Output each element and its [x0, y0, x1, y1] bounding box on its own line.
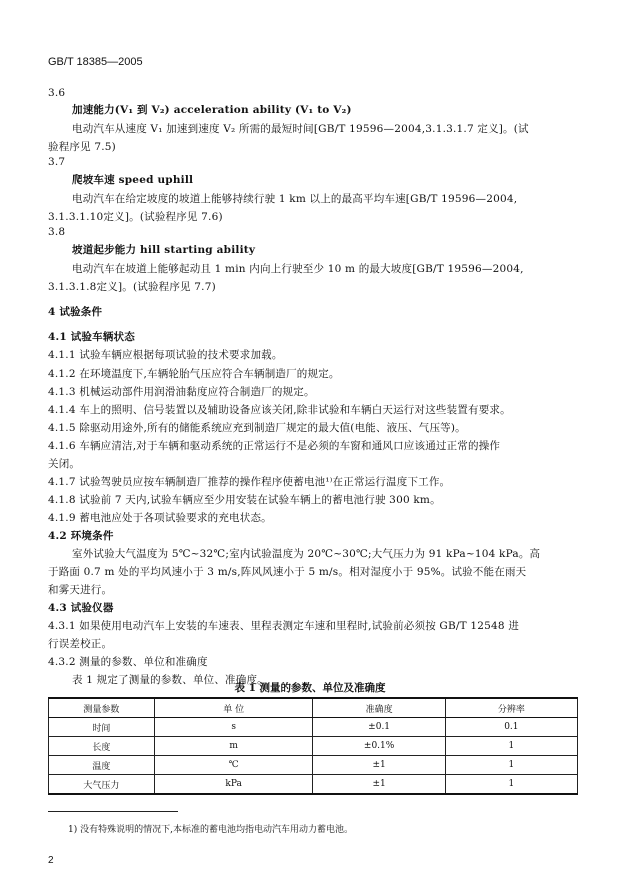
body-text-line: 3.6: [48, 87, 66, 99]
body-text-line: 4.1.6 车辆应清洁,对于车辆和驱动系统的正常运行不是必须的车窗和通风口应该通过正常的操作: [48, 440, 501, 452]
table-header-cell: 单 位: [154, 698, 313, 718]
body-text-line: 电动汽车在给定坡度的坡道上能够持续行驶 1 km 以上的最高平均车速[GB/T 19596—2004,: [72, 193, 518, 205]
body-text-line: 电动汽车在坡道上能够起动且 1 min 内向上行驶至少 10 m 的最大坡度[GB/T 19596—2004,: [72, 263, 524, 275]
table-cell: ±0.1: [313, 718, 445, 737]
body-text-line: 于路面 0.7 m 处的平均风速小于 3 m/s,阵风风速小于 5 m/s。相对湿度小于 95%。试验不能在雨天: [48, 566, 527, 578]
body-text-line: 4.1.4 车上的照明、信号装置以及辅助设备应该关闭,除非试验和车辆白天运行对这些装置有要求。: [48, 404, 511, 416]
table-cell: ℃: [154, 756, 313, 775]
parameter-table: [48, 697, 578, 795]
table-header-cell: 准确度: [313, 698, 445, 718]
table-cell: 1: [445, 756, 577, 775]
table-cell: ±0.1%: [313, 737, 445, 756]
footnote: 1) 没有特殊说明的情况下,本标准的蓄电池均指电动汽车用动力蓄电池。: [68, 825, 353, 835]
body-text-line: 关闭。: [48, 458, 81, 470]
body-text-line: 4.1.7 试验驾驶员应按车辆制造厂推荐的操作程序使蓄电池¹⁾在正常运行温度下工作。: [48, 476, 451, 488]
body-text-line: 验程序见 7.5): [48, 141, 116, 153]
table-header-cell: 测量参数: [49, 698, 155, 718]
section-heading: 加速能力(V₁ 到 V₂) acceleration ability (V₁ to V₂): [72, 104, 352, 116]
table-row: [49, 737, 578, 756]
table-cell: 长度: [49, 737, 155, 756]
table-row: [49, 775, 578, 795]
body-text-line: 4.1.2 在环境温度下,车辆轮胎气压应符合车辆制造厂的规定。: [48, 368, 340, 380]
section-heading: 坡道起步能力 hill starting ability: [72, 244, 256, 256]
section-heading: 4.1 试验车辆状态: [48, 331, 135, 343]
body-text-line: 4.1.3 机械运动部件用润滑油黏度应符合制造厂的规定。: [48, 386, 315, 398]
body-text-line: 4.1.8 试验前 7 天内,试验车辆应至少用安装在试验车辆上的蓄电池行驶 300 km。: [48, 494, 441, 506]
table-row: [49, 718, 578, 737]
table-cell: 1: [445, 737, 577, 756]
table-caption: 表 1 测量的参数、单位及准确度: [234, 682, 386, 694]
body-text-line: 3.8: [48, 226, 66, 238]
body-text-line: 4.3.1 如果使用电动汽车上安装的车速表、里程表测定车速和里程时,试验前必须按 GB/T 12548 进: [48, 620, 520, 632]
body-text-line: 行误差校正。: [48, 638, 113, 650]
table-cell: 温度: [49, 756, 155, 775]
section-heading: 4.2 环境条件: [48, 530, 114, 542]
table-cell: 时间: [49, 718, 155, 737]
body-text-line: 4.1.1 试验车辆应根据每项试验的技术要求加载。: [48, 349, 283, 361]
section-heading: 4 试验条件: [48, 306, 103, 318]
body-text-line: 电动汽车从速度 V₁ 加速到速度 V₂ 所需的最短时间[GB/T 19596—2004,3.1.3.1.7 定义]。(试: [72, 123, 529, 135]
table-cell: m: [154, 737, 313, 756]
table-row: [49, 756, 578, 775]
body-text-line: 室外试验大气温度为 5℃~32℃;室内试验温度为 20℃~30℃;大气压力为 91 kPa~104 kPa。高: [72, 548, 541, 560]
body-text-line: 3.7: [48, 156, 66, 168]
body-text-line: 4.3.2 测量的参数、单位和准确度: [48, 656, 208, 668]
body-text-line: 3.1.3.1.8定义]。(试验程序见 7.7): [48, 281, 216, 293]
table-cell: ±1: [313, 756, 445, 775]
body-text-line: 表 1 规定了测量的参数、单位、准确度。: [72, 674, 268, 686]
table-cell: 1: [445, 775, 577, 795]
table-cell: kPa: [154, 775, 313, 795]
table-cell: 0.1: [445, 718, 577, 737]
page-number: 2: [48, 855, 54, 866]
table-cell: s: [154, 718, 313, 737]
body-text-line: 4.1.9 蓄电池应处于各项试验要求的充电状态。: [48, 512, 272, 524]
table-header-cell: 分辨率: [445, 698, 577, 718]
table-cell: ±1: [313, 775, 445, 795]
table-cell: 大气压力: [49, 775, 155, 795]
body-text-line: 3.1.3.1.10定义]。(试验程序见 7.6): [48, 211, 223, 223]
footnote-divider: [48, 811, 178, 812]
body-text-line: 4.1.5 除驱动用途外,所有的储能系统应充到制造厂规定的最大值(电能、液压、气压等)。: [48, 422, 466, 434]
body-text-line: 和雾天进行。: [48, 584, 113, 596]
table-header-row: [49, 698, 578, 718]
section-heading: 爬坡车速 speed uphill: [72, 174, 194, 186]
section-heading: 4.3 试验仪器: [48, 602, 114, 614]
standard-header: GB/T 18385—2005: [48, 56, 143, 68]
